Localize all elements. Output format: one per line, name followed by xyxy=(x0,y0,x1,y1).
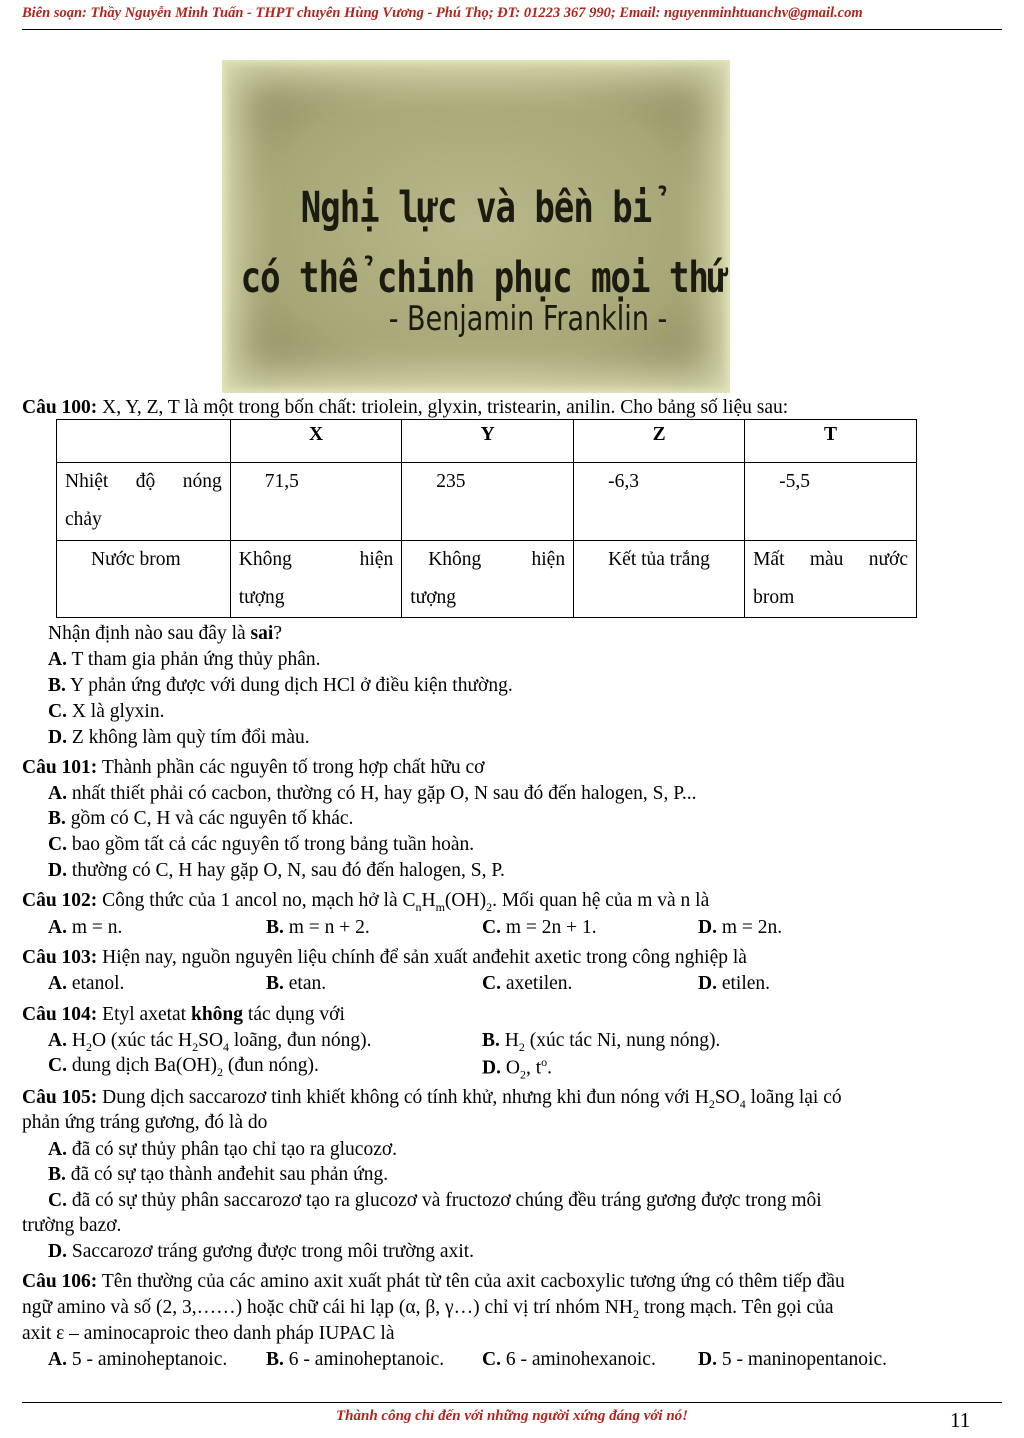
question-100-stem: Câu 100: X, Y, Z, T là một trong bốn chất: triolein, glyxin, tristearin, anilin. Cho bảng số liệu sau: xyxy=(22,397,789,418)
quote-author: - Benjamin Franklin - xyxy=(388,300,668,339)
q104-option-c: C. dung dịch $Ba(OH)_2$ (đun nóng). xyxy=(48,1055,319,1079)
quote-line-1: Nghị lực và bền bỉ xyxy=(300,183,652,233)
question-105-stem: Câu 105: Dung dịch saccarozơ tinh khiết không có tính khử, nhưng khi đun nóng với $H_2SO_4$ loãng lại có xyxy=(22,1087,842,1111)
table-header-y: Y xyxy=(402,420,574,463)
header-divider xyxy=(22,29,1002,30)
cell-t-melting: -5,5 xyxy=(745,463,917,541)
q105-option-c-line2: trường bazơ. xyxy=(22,1215,122,1236)
question-103-stem: Câu 103: Hiện nay, nguồn nguyên liệu chính để sản xuất anđehit axetic trong công nghiệp là xyxy=(22,947,747,968)
q102-option-b: B. m = n + 2. xyxy=(266,917,370,938)
q101-option-b: B. gồm có C, H và các nguyên tố khác. xyxy=(48,808,354,829)
q100-option-b: B. Y phản ứng được với dung dịch HCl ở điều kiện thường. xyxy=(48,675,513,696)
cell-z-melting: -6,3 xyxy=(574,463,745,541)
q103-option-b: B. etan. xyxy=(266,973,327,994)
quote-image xyxy=(222,60,730,393)
q105-option-c: C. đã có sự thủy phân saccarozơ tạo ra glucozơ và fructozơ chúng đều tráng gương được trong môi xyxy=(48,1190,822,1211)
row-label-melting-point: Nhiệt độ nóng chảy xyxy=(57,463,231,541)
q104-option-a: A. $H_2O$ (xúc tác $H_2SO_4$ loãng, đun nóng). xyxy=(48,1030,372,1054)
quote-line-2: có thể chinh phục mọi thứ xyxy=(240,253,728,303)
question-106-stem: Câu 106: Tên thường của các amino axit xuất phát từ tên của axit cacboxylic tương ứng có thêm tiếp đầu xyxy=(22,1271,845,1292)
table-header-x: X xyxy=(230,420,401,463)
q104-option-b: B. $H_2$ (xúc tác Ni, nung nóng). xyxy=(482,1030,721,1054)
q101-option-a: A. nhất thiết phải có cacbon, thường có H, hay gặp O, N sau đó đến halogen, S, P... xyxy=(48,783,697,804)
question-104-stem: Câu 104: Etyl axetat không tác dụng với xyxy=(22,1004,345,1025)
cell-t-bromine: Mất màu nước brom xyxy=(745,541,917,618)
question-101-stem: Câu 101: Thành phần các nguyên tố trong hợp chất hữu cơ xyxy=(22,757,485,778)
q100-option-a: A. T tham gia phản ứng thủy phân. xyxy=(48,649,321,670)
q104-option-d: D. $O_2$, $t^o$. xyxy=(482,1055,552,1082)
question-102-stem: Câu 102: Công thức của 1 ancol no, mạch hở là $C_nH_m(OH)_2$. Mối quan hệ của m và n là xyxy=(22,890,710,914)
q103-option-d: D. etilen. xyxy=(698,973,771,994)
table-header-empty xyxy=(57,420,231,463)
q103-option-a: A. etanol. xyxy=(48,973,125,994)
row-label-bromine-water: Nước brom xyxy=(57,541,231,618)
cell-y-melting: 235 xyxy=(402,463,574,541)
cell-x-bromine: Không hiện tượng xyxy=(230,541,401,618)
q105-option-a: A. đã có sự thủy phân tạo chỉ tạo ra glucozơ. xyxy=(48,1139,398,1160)
data-table xyxy=(56,419,917,618)
table-header-z: Z xyxy=(574,420,745,463)
q102-option-c: C. m = 2n + 1. xyxy=(482,917,597,938)
cell-z-bromine: Kết tủa trắng xyxy=(574,541,745,618)
q106-option-d: D. 5 - maninopentanoic. xyxy=(698,1349,888,1370)
q102-option-a: A. m = n. xyxy=(48,917,123,938)
cell-x-melting: 71,5 xyxy=(230,463,401,541)
footer-divider xyxy=(22,1402,1002,1403)
question-100-ask: Nhận định nào sau đây là sai? xyxy=(48,623,282,644)
q102-option-d: D. m = 2n. xyxy=(698,917,783,938)
q105-option-b: B. đã có sự tạo thành anđehit sau phản ứng. xyxy=(48,1164,389,1185)
cell-y-bromine: Không hiện tượng xyxy=(402,541,574,618)
q106-option-a: A. 5 - aminoheptanoic. xyxy=(48,1349,228,1370)
q100-option-c: C. X là glyxin. xyxy=(48,701,165,722)
page-number: 11 xyxy=(950,1408,971,1432)
q106-option-b: B. 6 - aminoheptanoic. xyxy=(266,1349,445,1370)
q101-option-c: C. bao gồm tất cả các nguyên tố trong bảng tuần hoàn. xyxy=(48,834,475,855)
q105-option-d: D. Saccarozơ tráng gương được trong môi trường axit. xyxy=(48,1241,475,1262)
page-header: Biên soạn: Thầy Nguyễn Minh Tuấn - THPT chuyên Hùng Vương - Phú Thọ; ĐT: 01223 367 990; Email: nguyenminhtuanchv@gmail.com xyxy=(22,5,863,21)
question-106-stem-line2: ngữ amino và số (2, 3,……) hoặc chữ cái hi lạp (α, β, γ…) chỉ vị trí nhóm $NH_2$ trong mạch. Tên gọi của xyxy=(22,1297,834,1321)
q106-option-c: C. 6 - aminohexanoic. xyxy=(482,1349,656,1370)
q103-option-c: C. axetilen. xyxy=(482,973,573,994)
q100-option-d: D. Z không làm quỳ tím đổi màu. xyxy=(48,727,310,748)
question-105-stem-line2: phản ứng tráng gương, đó là do xyxy=(22,1112,268,1133)
question-106-stem-line3: axit ε – aminocaproic theo danh pháp IUPAC là xyxy=(22,1323,395,1344)
q101-option-d: D. thường có C, H hay gặp O, N, sau đó đến halogen, S, P. xyxy=(48,860,505,881)
page-footer: Thành công chỉ đến với những người xứng đáng với nó! xyxy=(335,1408,689,1424)
table-header-t: T xyxy=(745,420,917,463)
